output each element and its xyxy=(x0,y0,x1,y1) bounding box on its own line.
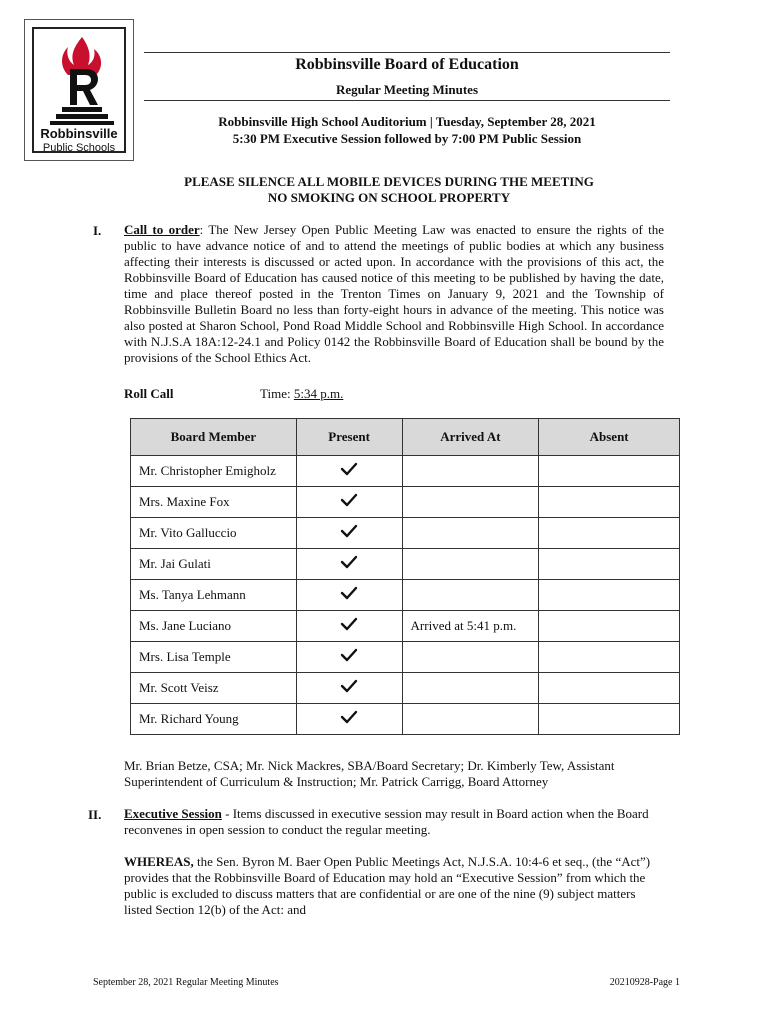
arrived-at-cell xyxy=(402,549,539,580)
section-1-number: I. xyxy=(93,223,102,238)
arrived-at-cell xyxy=(402,518,539,549)
present-cell xyxy=(296,487,402,518)
arrived-at-cell xyxy=(402,704,539,735)
section-2-paragraph xyxy=(124,806,664,838)
absent-cell xyxy=(539,487,680,518)
meeting-location: Robbinsville High School Auditorium | Tuesday, September 28, 2021 xyxy=(218,114,596,129)
board-member-name: Mr. Scott Veisz xyxy=(131,673,297,704)
roll-call-table xyxy=(130,418,680,735)
checkmark-icon xyxy=(340,679,358,693)
absent-cell xyxy=(539,704,680,735)
arrived-at-cell: Arrived at 5:41 p.m. xyxy=(402,611,539,642)
table-row xyxy=(131,549,680,580)
absent-cell xyxy=(539,673,680,704)
roll-call-time xyxy=(260,386,343,402)
present-cell xyxy=(296,704,402,735)
footer-page-number: 20210928-Page 1 xyxy=(609,977,680,988)
present-cell xyxy=(296,549,402,580)
absent-cell xyxy=(539,642,680,673)
header-top-rule xyxy=(144,52,670,53)
present-cell xyxy=(296,580,402,611)
checkmark-icon xyxy=(340,617,358,631)
table-row xyxy=(131,642,680,673)
whereas-label: WHEREAS, xyxy=(124,854,194,869)
also-present: Mr. Brian Betze, CSA; Mr. Nick Mackres, SBA/Board Secretary; Dr. Kimberly Tew, Assistant Superintendent of Curriculum & Instruction; Mr. Patrick Carrigg, Board Attorney xyxy=(124,758,615,789)
table-row xyxy=(131,580,680,611)
arrived-at-cell xyxy=(402,487,539,518)
table-row xyxy=(131,456,680,487)
board-member-name: Ms. Jane Luciano xyxy=(131,611,297,642)
table-row xyxy=(131,704,680,735)
table-row xyxy=(131,611,680,642)
column-header: Present xyxy=(296,419,402,456)
column-header: Arrived At xyxy=(402,419,539,456)
column-header: Board Member xyxy=(131,419,297,456)
checkmark-icon xyxy=(340,586,358,600)
arrived-at-cell xyxy=(402,580,539,611)
section-2-body: - Items discussed in executive session may result in Board action when the Board reconvenes in open session to conduct the regular meeting. xyxy=(124,806,649,837)
present-cell xyxy=(296,642,402,673)
notice-smoking: NO SMOKING ON SCHOOL PROPERTY xyxy=(267,190,511,205)
document-subtitle: Regular Meeting Minutes xyxy=(335,82,479,97)
board-member-name: Mr. Richard Young xyxy=(131,704,297,735)
footer-left: September 28, 2021 Regular Meeting Minutes xyxy=(93,977,279,988)
absent-cell xyxy=(539,580,680,611)
checkmark-icon xyxy=(340,710,358,724)
present-cell xyxy=(296,611,402,642)
board-member-name: Ms. Tanya Lehmann xyxy=(131,580,297,611)
table-header-row xyxy=(131,419,680,456)
present-cell xyxy=(296,456,402,487)
board-member-name: Mr. Jai Gulati xyxy=(131,549,297,580)
logo-sub: Public Schools xyxy=(42,142,116,154)
absent-cell xyxy=(539,611,680,642)
board-member-name: Mrs. Maxine Fox xyxy=(131,487,297,518)
logo-frame xyxy=(32,27,126,153)
document-title: Robbinsville Board of Education xyxy=(295,56,519,73)
arrived-at-cell xyxy=(402,456,539,487)
section-1-heading: Call to order xyxy=(124,222,200,237)
board-member-name: Mr. Vito Galluccio xyxy=(131,518,297,549)
arrived-at-cell xyxy=(402,642,539,673)
present-cell xyxy=(296,673,402,704)
whereas-body: the Sen. Byron M. Baer Open Public Meetings Act, N.J.S.A. 10:4-6 et seq., (the “Act”) provides that the Robbinsville Board of Education may hold an “Executive Session” from which the public is excluded to discuss matters that are confidential or are one of the nine (9) subject matters listed Section 12(b) of the Act: and xyxy=(124,854,651,917)
whereas-paragraph xyxy=(124,854,664,918)
checkmark-icon xyxy=(340,462,358,476)
section-2-number: II. xyxy=(88,807,102,822)
table-row xyxy=(131,487,680,518)
checkmark-icon xyxy=(340,493,358,507)
section-1-body: : The New Jersey Open Public Meeting Law was enacted to ensure the rights of the public to have advance notice of and to attend the meetings of public bodies at which any business affecting their interests is discussed or acted upon. In accordance with the provisions of this act, the Robbinsville Board of Education has caused notice of this meeting to be published by having the date, time and place thereof posted in the Trenton Times on January 9, 2021 and the Township of Robbinsville Bulletin Board no less than forty-eight hours in advance of the meeting. This notice was also posted at Sharon School, Pond Road Middle School and Robbinsville High School. In accordance with N.J.S.A 18A:12-24.1 and Policy 0142 the Robbinsville Board of Education shall be bound by the provisions of the School Ethics Act. xyxy=(124,222,664,365)
notice-silence: PLEASE SILENCE ALL MOBILE DEVICES DURING THE MEETING xyxy=(184,174,594,189)
absent-cell xyxy=(539,549,680,580)
roll-call-time-value: 5:34 p.m. xyxy=(293,386,344,401)
roll-call-label: Roll Call xyxy=(124,386,174,401)
checkmark-icon xyxy=(340,555,358,569)
checkmark-icon xyxy=(340,524,358,538)
arrived-at-cell xyxy=(402,673,539,704)
checkmark-icon xyxy=(340,648,358,662)
meeting-time: 5:30 PM Executive Session followed by 7:00 PM Public Session xyxy=(232,131,582,146)
table-row xyxy=(131,673,680,704)
board-member-name: Mr. Christopher Emigholz xyxy=(131,456,297,487)
board-member-name: Mrs. Lisa Temple xyxy=(131,642,297,673)
table-row xyxy=(131,518,680,549)
absent-cell xyxy=(539,456,680,487)
section-2-heading: Executive Session xyxy=(124,806,222,821)
header-bottom-rule xyxy=(144,100,670,101)
torch-emblem-icon xyxy=(46,33,118,125)
column-header: Absent xyxy=(539,419,680,456)
absent-cell xyxy=(539,518,680,549)
logo-name: Robbinsville xyxy=(40,126,118,141)
roll-call-time-label: Time: xyxy=(260,386,294,401)
present-cell xyxy=(296,518,402,549)
district-logo xyxy=(24,19,134,161)
section-1-paragraph xyxy=(124,222,664,366)
